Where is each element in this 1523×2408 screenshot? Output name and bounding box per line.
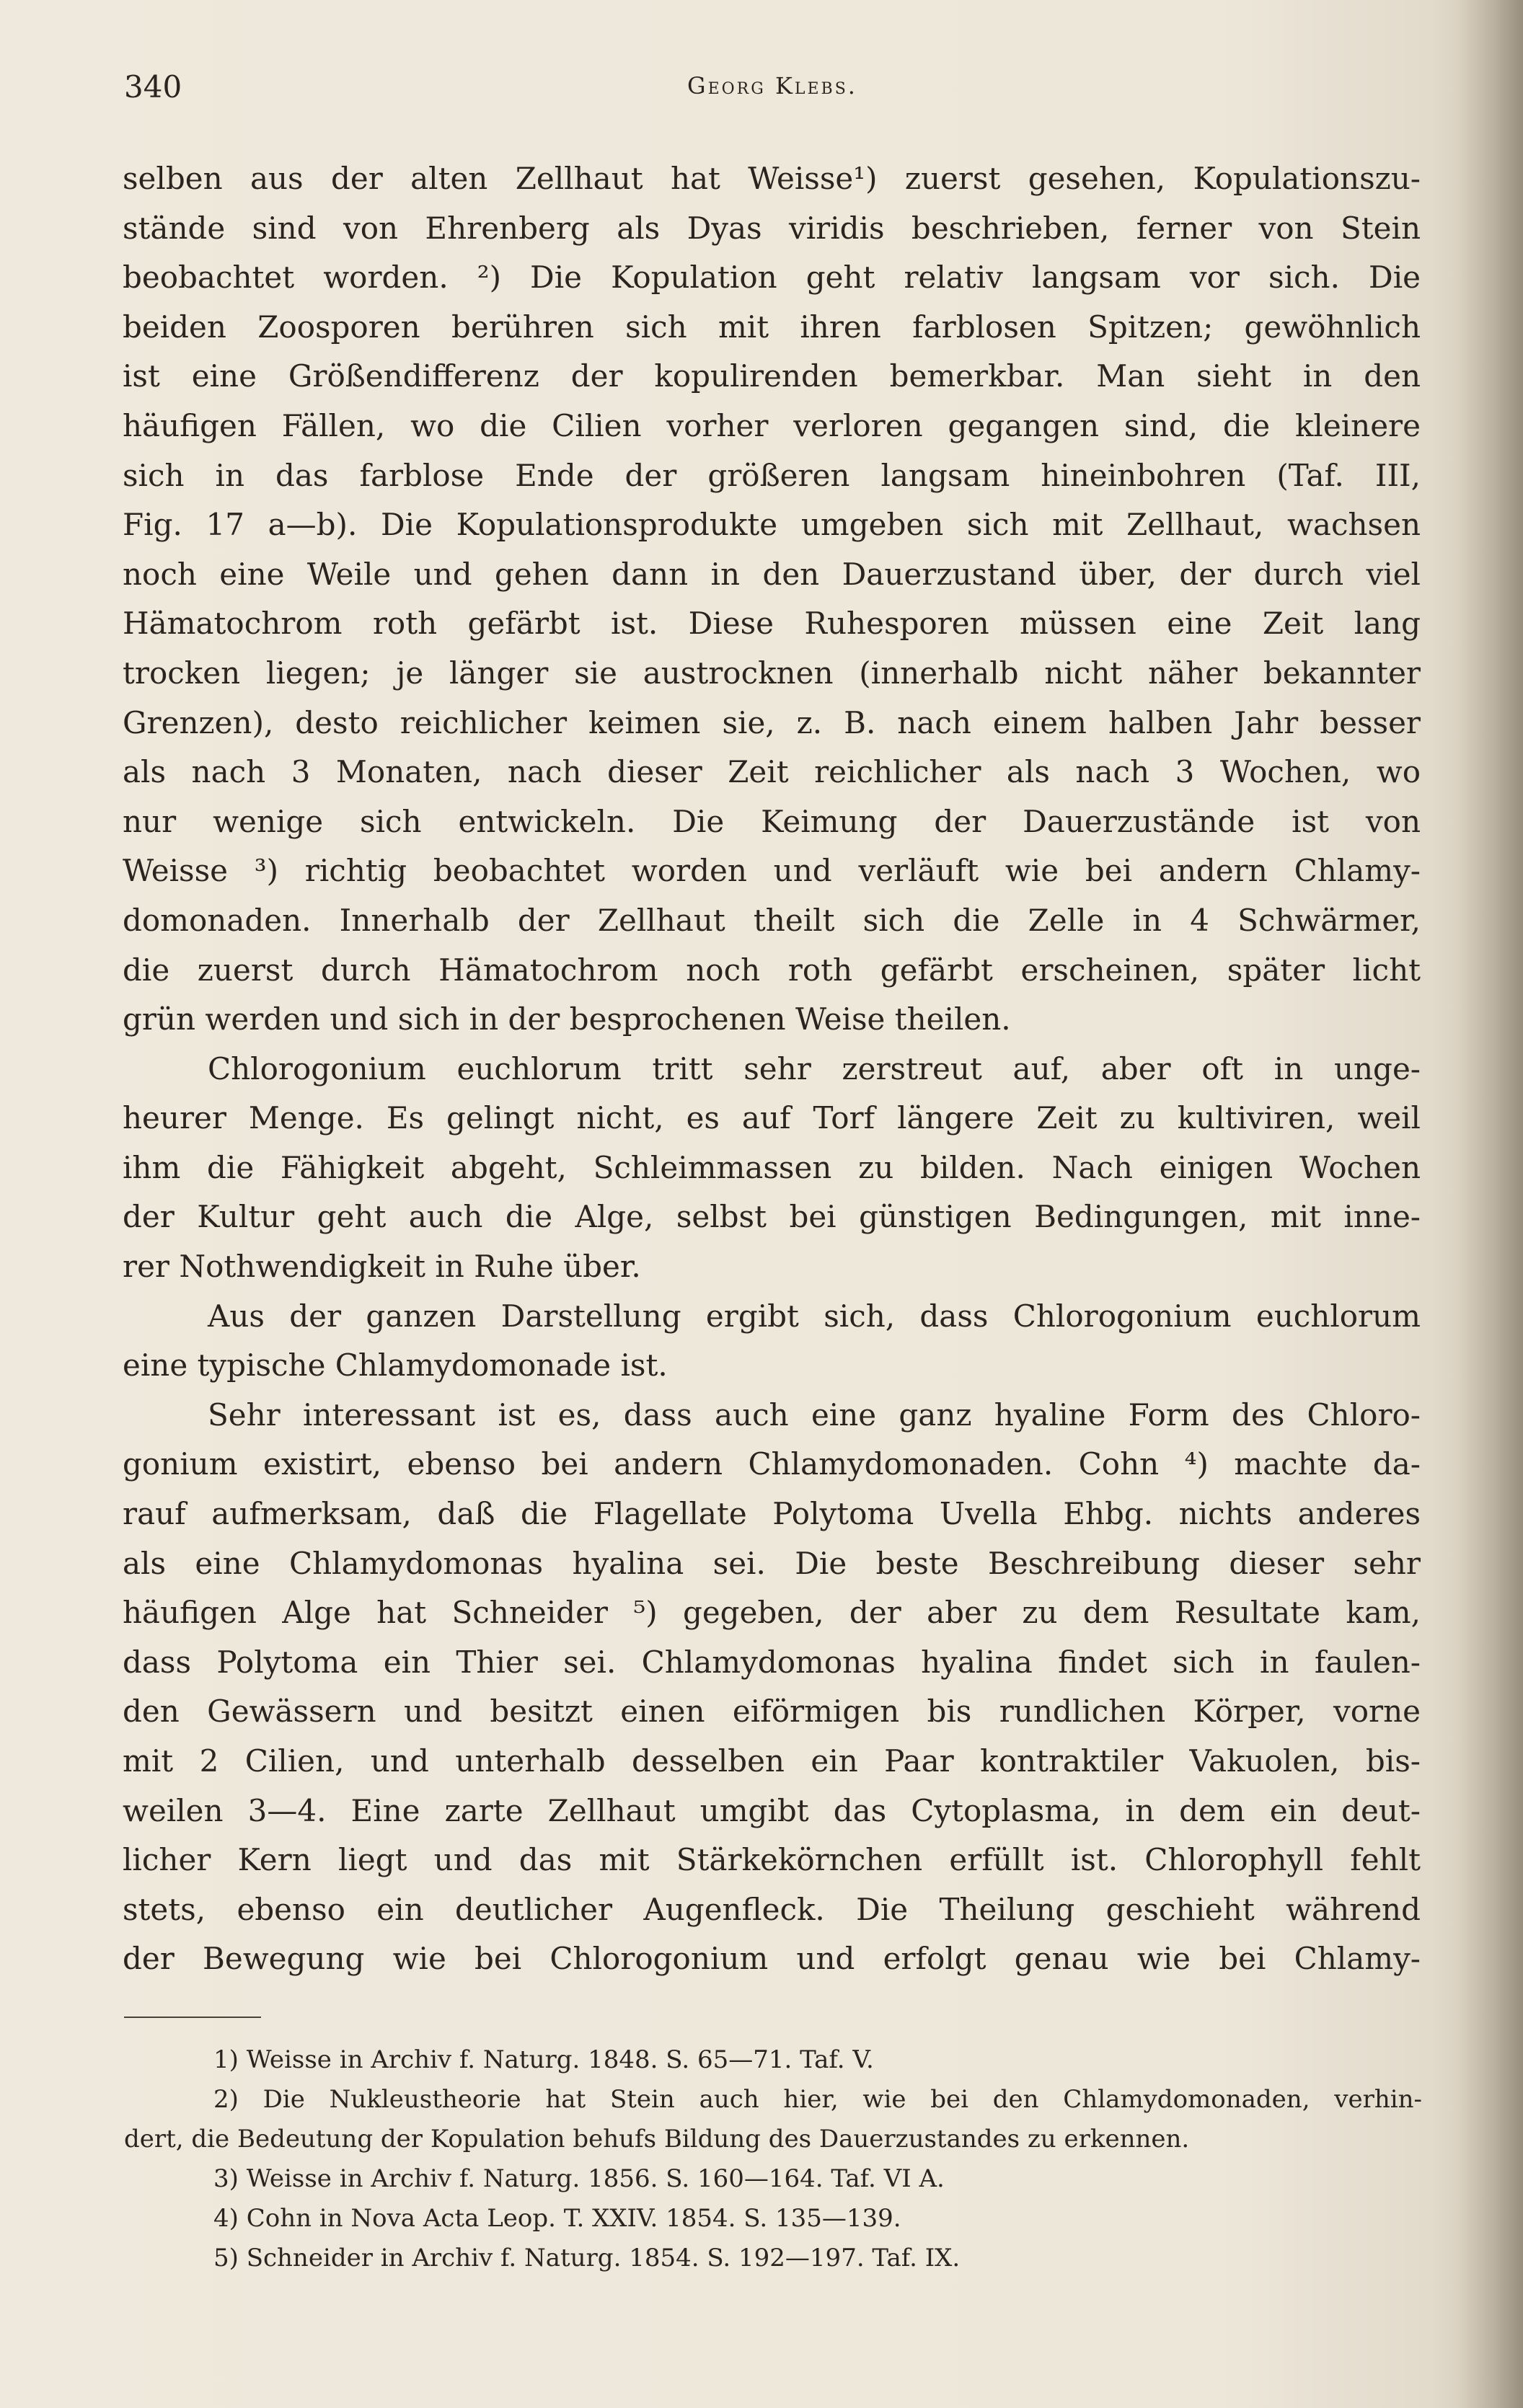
text-line: noch eine Weile und gehen dann in den Dauerzustand über, der durch viel [123,556,1421,592]
footnote-rule [124,2017,261,2018]
text-line: beobachtet worden. ²) Die Kopulation geht relativ langsam vor sich. Die [123,260,1421,296]
text-line: ihm die Fähigkeit abgeht, Schleimmassen zu bilden. Nach einigen Wochen [123,1149,1421,1185]
footnote-line: 4) Cohn in Nova Acta Leop. T. XXIV. 1854. S. 135—139. [213,2204,901,2233]
paragraph [123,154,1421,1045]
footnote [124,2040,1422,2080]
footnote-line: 2) Die Nukleustheorie hat Stein auch hier, wie bei den Chlamydomonaden, verhin- [213,2085,1422,2114]
text-line: ist eine Größendifferenz der kopulirenden bemerkbar. Man sieht in den [123,358,1421,394]
text-line: rauf aufmerksam, daß die Flagellate Polytoma Uvella Ehbg. nichts anderes [123,1496,1421,1532]
text-line: gonium existirt, ebenso bei andern Chlamydomonaden. Cohn ⁴) machte da- [123,1446,1421,1482]
text-line: nur wenige sich entwickeln. Die Keimung der Dauerzustände ist von [123,803,1421,839]
text-line: licher Kern liegt und das mit Stärkekörnchen erfüllt ist. Chlorophyll fehlt [123,1842,1421,1878]
paragraph [123,1292,1421,1391]
text-line: Aus der ganzen Darstellung ergibt sich, dass Chlorogonium euchlorum [208,1298,1421,1334]
text-line: häufigen Alge hat Schneider ⁵) gegeben, der aber zu dem Resultate kam, [123,1595,1421,1631]
text-line: weilen 3—4. Eine zarte Zellhaut umgibt das Cytoplasma, in dem ein deut- [123,1792,1421,1828]
text-line: Hämatochrom roth gefärbt ist. Diese Ruhesporen müssen eine Zeit lang [123,606,1421,642]
text-line: stets, ebenso ein deutlicher Augenfleck. Die Theilung geschieht während [123,1891,1421,1927]
footnote [124,2080,1422,2159]
text-line: grün werden und sich in der besprochenen Weise theilen. [123,1001,1011,1037]
page-header [124,69,1421,112]
text-line: als nach 3 Monaten, nach dieser Zeit reichlicher als nach 3 Wochen, wo [123,754,1421,790]
text-line: Weisse ³) richtig beobachtet worden und verläuft wie bei andern Chlamy- [123,853,1421,889]
text-line: der Kultur geht auch die Alge, selbst bei günstigen Bedingungen, mit inne- [123,1199,1421,1235]
text-line: den Gewässern und besitzt einen eiförmigen bis rundlichen Körper, vorne [123,1694,1421,1730]
text-line: heurer Menge. Es gelingt nicht, es auf Torf längere Zeit zu kultiviren, weil [123,1100,1421,1136]
footnote-line: 5) Schneider in Archiv f. Naturg. 1854. S. 192—197. Taf. IX. [213,2244,961,2272]
text-line: Chlorogonium euchlorum tritt sehr zerstreut auf, aber oft in unge- [208,1050,1421,1086]
body-text [123,154,1421,1984]
text-line: beiden Zoosporen berühren sich mit ihren farblosen Spitzen; gewöhnlich [123,309,1421,345]
text-line: sich in das farblose Ende der größeren langsam hineinbohren (Taf. III, [123,457,1421,493]
page-gutter-shadow [1458,0,1523,2408]
text-line: mit 2 Cilien, und unterhalb desselben ein Paar kontraktiler Vakuolen, bis- [123,1743,1421,1779]
footnote-line: 1) Weisse in Archiv f. Naturg. 1848. S. 65—71. Taf. V. [213,2045,874,2074]
text-line: selben aus der alten Zellhaut hat Weisse¹) zuerst gesehen, Kopulationszu- [123,161,1421,196]
text-line: trocken liegen; je länger sie austrocknen (innerhalb nicht näher bekannter [123,655,1421,691]
text-line: dass Polytoma ein Thier sei. Chlamydomonas hyalina findet sich in faulen- [123,1644,1421,1680]
footnote [124,2199,1422,2239]
paragraph [123,1391,1421,1984]
footnote-line: 3) Weisse in Archiv f. Naturg. 1856. S. 160—164. Taf. VI A. [213,2164,945,2193]
footnote-line: dert, die Bedeutung der Kopulation behufs Bildung des Dauerzustandes zu erkennen. [124,2125,1190,2154]
text-line: Sehr interessant ist es, dass auch eine ganz hyaline Form des Chloro- [208,1396,1421,1433]
running-head: Georg Klebs. [687,72,857,99]
footnotes [124,2040,1422,2278]
paragraph [123,1045,1421,1292]
text-line: Fig. 17 a—b). Die Kopulationsprodukte umgeben sich mit Zellhaut, wachsen [123,507,1421,543]
text-line: domonaden. Innerhalb der Zellhaut theilt sich die Zelle in 4 Schwärmer, [123,902,1421,938]
footnote [124,2159,1422,2199]
text-line: als eine Chlamydomonas hyalina sei. Die beste Beschreibung dieser sehr [123,1545,1421,1581]
footnote [124,2239,1422,2278]
page-number: 340 [124,69,182,105]
text-line: die zuerst durch Hämatochrom noch roth gefärbt erscheinen, später licht [123,952,1421,988]
text-line: der Bewegung wie bei Chlorogonium und erfolgt genau wie bei Chlamy- [123,1941,1421,1977]
text-line: eine typische Chlamydomonade ist. [123,1347,668,1384]
text-line: Grenzen), desto reichlicher keimen sie, z. B. nach einem halben Jahr besser [123,704,1421,740]
text-line: stände sind von Ehrenberg als Dyas viridis beschrieben, ferner von Stein [123,210,1421,246]
text-line: häufigen Fällen, wo die Cilien vorher verloren gegangen sind, die kleinere [123,407,1421,443]
text-line: rer Nothwendigkeit in Ruhe über. [123,1249,641,1285]
